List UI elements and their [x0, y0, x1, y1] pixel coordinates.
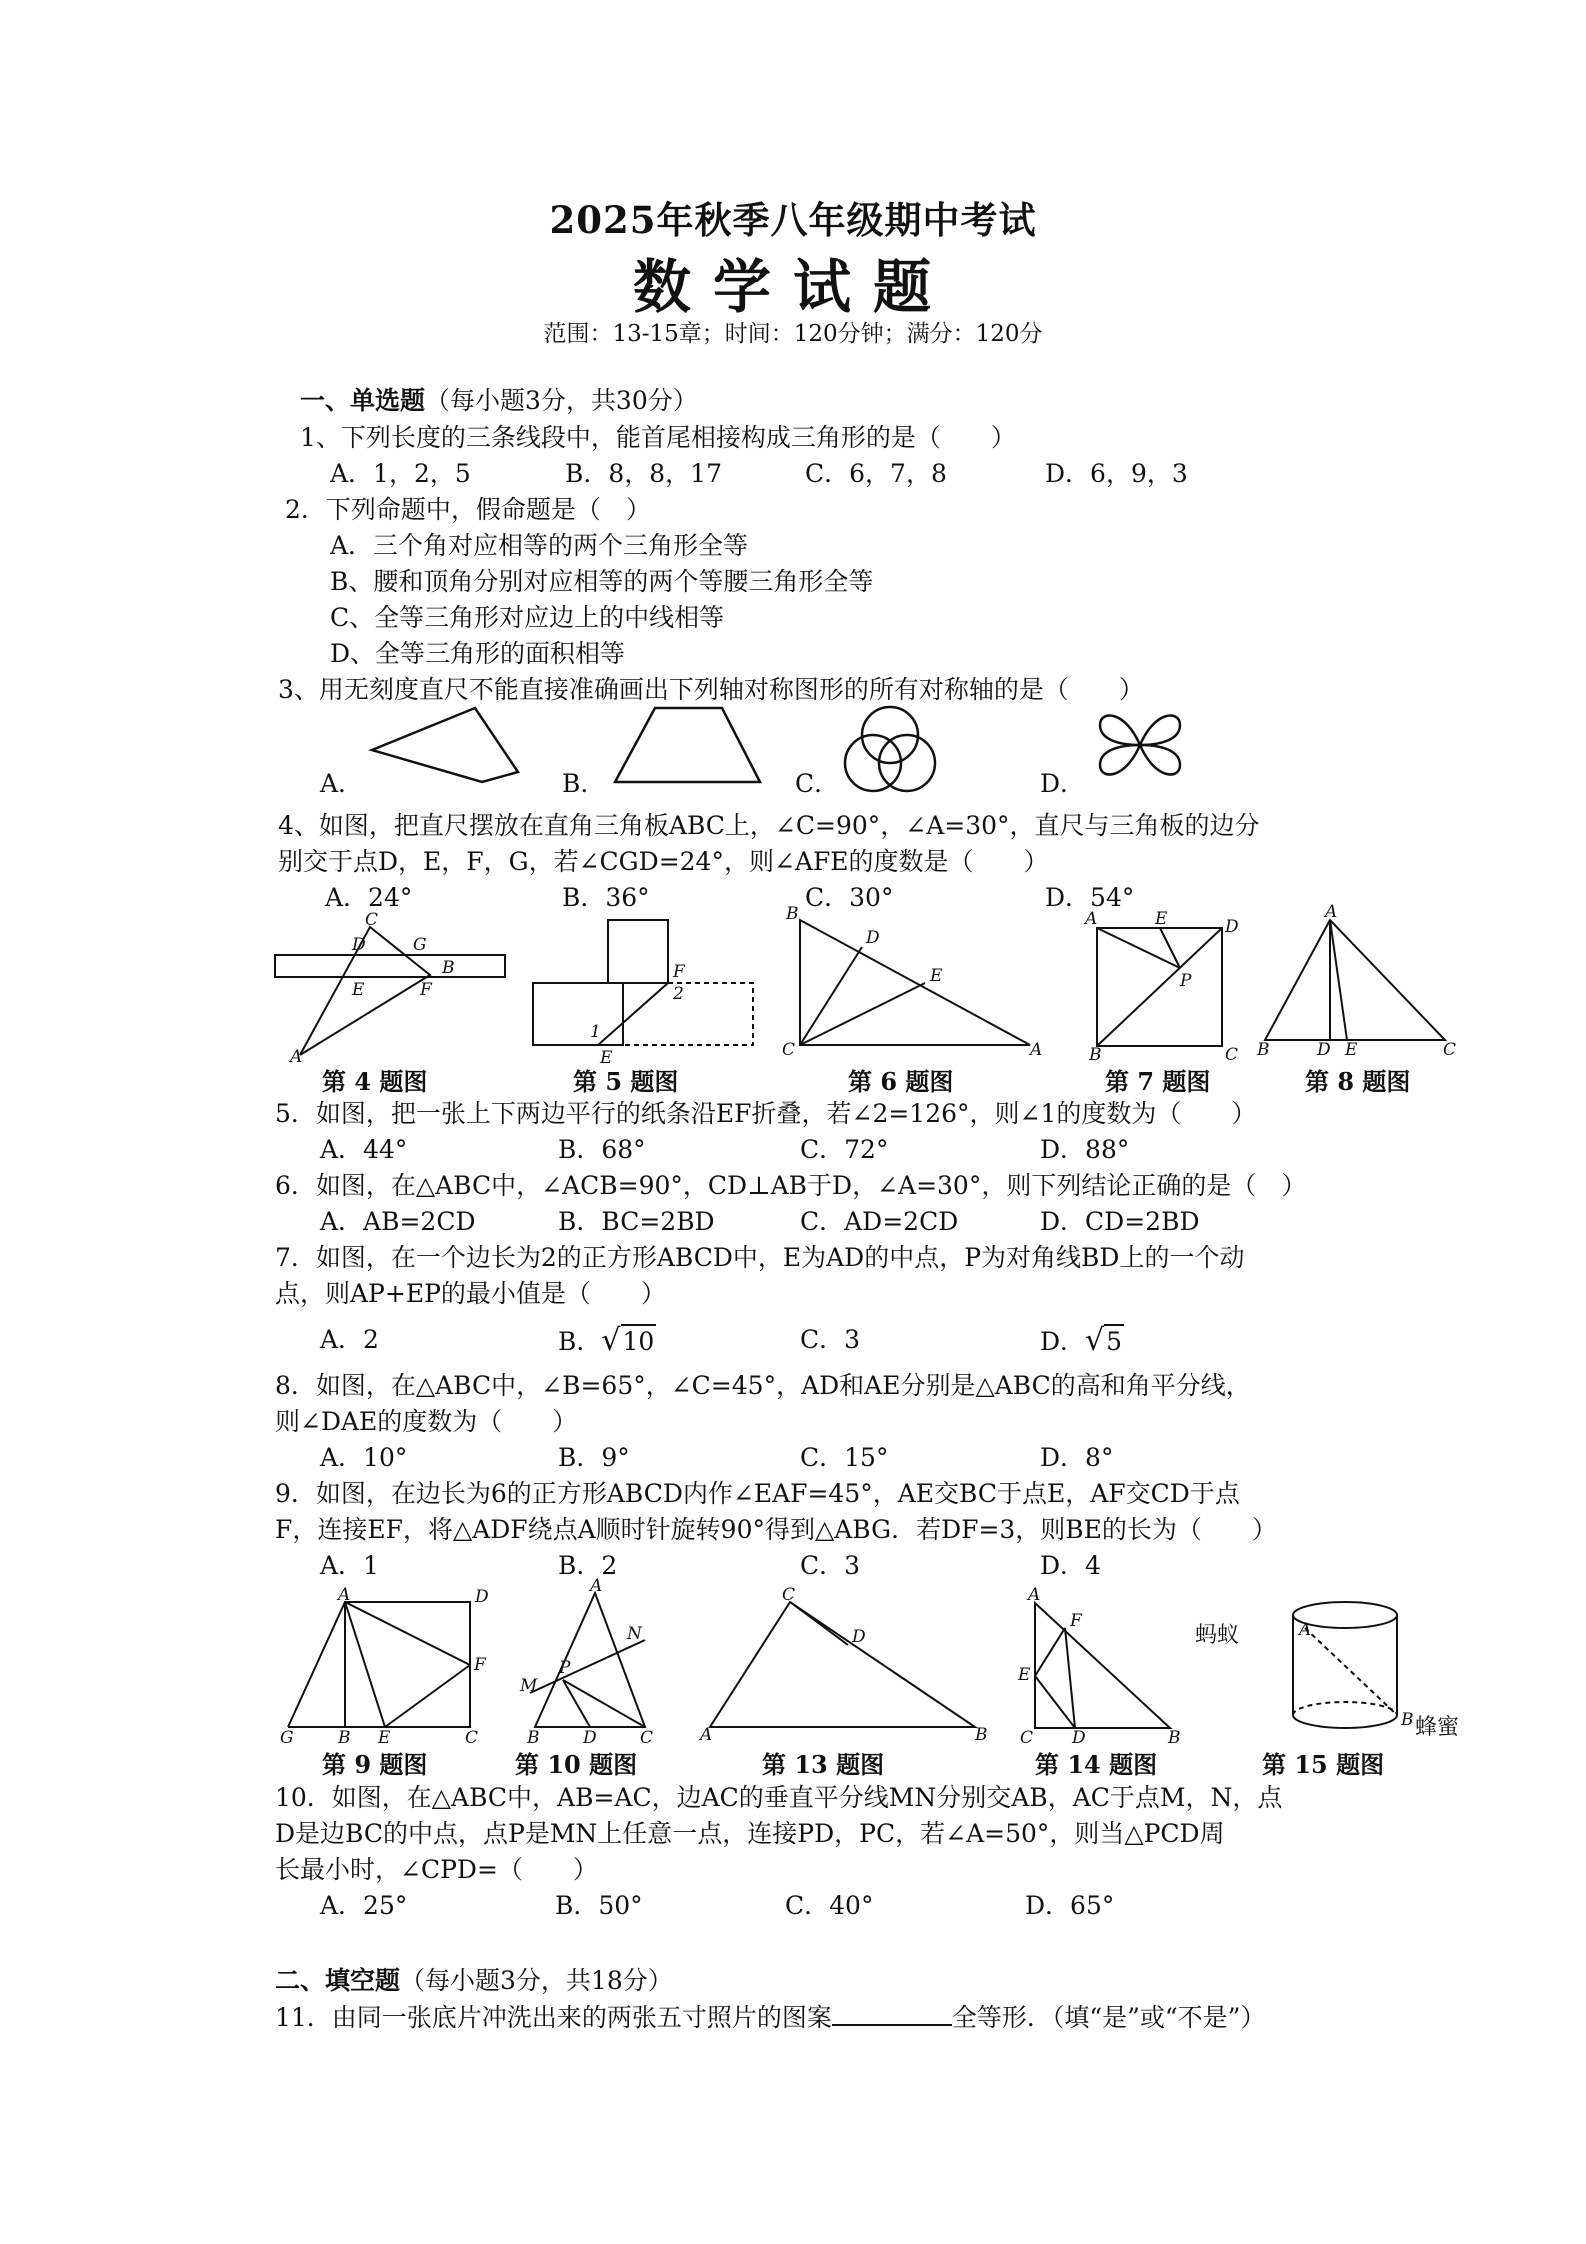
q8-stem-line2: 则∠DAE的度数为（ ）: [275, 1407, 578, 1436]
q3-option-d: D．: [1040, 769, 1086, 798]
q1-option-d: D．6，9，3: [1045, 459, 1188, 488]
svg-text:C: C: [1225, 1045, 1239, 1065]
q4-option-b: B．36°: [562, 883, 650, 912]
svg-text:A: A: [1028, 1585, 1041, 1605]
q5-option-d: D．88°: [1040, 1135, 1130, 1164]
caption-fig6: 第 6 题图: [848, 1067, 954, 1096]
svg-text:B: B: [1257, 1040, 1270, 1060]
q10-option-a: A．25°: [320, 1891, 408, 1920]
q9-option-d: D．4: [1040, 1551, 1101, 1580]
svg-text:C: C: [782, 1040, 796, 1060]
svg-text:F: F: [474, 1655, 486, 1675]
svg-text:D: D: [1225, 917, 1239, 937]
q1-option-a: A．1，2，5: [330, 459, 471, 488]
caption-fig13: 第 13 题图: [762, 1750, 885, 1779]
svg-text:D: D: [475, 1587, 489, 1607]
q4-option-d: D．54°: [1045, 883, 1135, 912]
svg-text:B: B: [1401, 1710, 1414, 1730]
figure-q7: [1085, 909, 1245, 1065]
q9-stem-line1: 9．如图，在边长为6的正方形ABCD内作∠EAF=45°，AE交BC于点E，AF交CD于点: [275, 1479, 1240, 1508]
svg-text:A: A: [290, 1047, 303, 1067]
q6-stem: 6．如图，在△ABC中，∠ACB=90°，CD⊥AB于D，∠A=30°，则下列结论正确的是（ ）: [275, 1171, 1307, 1200]
caption-fig9: 第 9 题图: [322, 1750, 428, 1779]
q7-option-c: C．3: [800, 1325, 861, 1354]
section2-title: 二、填空题: [275, 1966, 401, 1995]
svg-text:A: A: [1085, 909, 1098, 929]
svg-text:A: A: [700, 1725, 713, 1745]
svg-text:P: P: [559, 1658, 571, 1678]
svg-text:D: D: [866, 928, 880, 948]
q10-option-b: B．50°: [555, 1891, 643, 1920]
caption-fig4: 第 4 题图: [322, 1067, 428, 1096]
section1-note: （每小题3分，共30分）: [425, 386, 698, 415]
svg-text:B: B: [975, 1725, 988, 1745]
exam-scope: 范围：13-15章；时间：120分钟；满分：120分: [543, 321, 1043, 347]
q7-stem-line1: 7．如图，在一个边长为2的正方形ABCD中，E为AD的中点，P为对角线BD上的一个动: [275, 1243, 1245, 1272]
q6-option-a: A．AB=2CD: [320, 1207, 476, 1236]
svg-text:A: A: [338, 1585, 351, 1605]
q5-option-c: C．72°: [800, 1135, 889, 1164]
q3-option-b: B．: [562, 769, 606, 798]
svg-text:B: B: [527, 1728, 540, 1748]
q7-stem-line2: 点，则AP+EP的最小值是（ ）: [275, 1279, 666, 1308]
svg-text:P: P: [1180, 971, 1192, 991]
svg-text:B: B: [442, 958, 455, 978]
q4-option-a: A．24°: [325, 883, 413, 912]
q1-option-c: C．6，7，8: [805, 459, 947, 488]
figure-q5: [528, 915, 758, 1068]
svg-text:D: D: [1072, 1728, 1086, 1748]
q2-option-b: B、腰和顶角分别对应相等的两个等腰三角形全等: [330, 567, 874, 596]
q1-option-b: B．8，8，17: [565, 459, 722, 488]
q11-answer-blank[interactable]: [832, 2002, 952, 2026]
svg-text:B: B: [1089, 1045, 1102, 1065]
figure-q8: [1255, 902, 1457, 1060]
exam-subject-title: 数学试题: [632, 253, 953, 321]
caption-fig10: 第 10 题图: [515, 1750, 638, 1779]
q2-option-a: A．三个角对应相等的两个三角形全等: [330, 531, 749, 560]
section1-heading: [300, 385, 698, 417]
svg-text:E: E: [352, 980, 365, 1000]
q4-option-c: C．30°: [805, 883, 894, 912]
q10-option-d: D．65°: [1025, 1891, 1115, 1920]
q3-figure-b-trapezoid: [610, 700, 770, 790]
svg-text:F: F: [673, 962, 685, 982]
svg-text:1: 1: [590, 1022, 601, 1042]
q8-option-c: C．15°: [800, 1443, 889, 1472]
svg-text:A: A: [1030, 1040, 1043, 1060]
svg-text:2: 2: [673, 984, 684, 1004]
caption-fig8: 第 8 题图: [1305, 1067, 1411, 1096]
q3-figure-c-three-circles: [840, 700, 940, 795]
q3-stem: 3、用无刻度直尺不能直接准确画出下列轴对称图形的所有对称轴的是（ ）: [278, 675, 1144, 704]
figure-q14: [1010, 1585, 1181, 1748]
svg-text:M: M: [520, 1676, 538, 1696]
figure-q10: [515, 1576, 665, 1748]
q1-stem: 1、下列长度的三条线段中，能首尾相接构成三角形的是（ ）: [300, 423, 1016, 452]
q2-option-d: D、全等三角形的面积相等: [330, 639, 626, 668]
svg-text:C: C: [1443, 1040, 1457, 1060]
q9-stem-line2: F，连接EF，将△ADF绕点A顺时针旋转90°得到△ABG．若DF=3，则BE的长为（ ）: [275, 1515, 1277, 1544]
figure-q13: [700, 1585, 990, 1745]
q4-stem-line1: 4、如图，把直尺摆放在直角三角板ABC上，∠C=90°，∠A=30°，直尺与三角板的边分: [278, 811, 1260, 840]
svg-text:E: E: [1155, 909, 1168, 929]
q3-figure-d-four-petals: [1090, 700, 1190, 790]
q2-option-c: C、全等三角形对应边上的中线相等: [330, 603, 725, 632]
q4-stem-line2: 别交于点D，E，F，G，若∠CGD=24°，则∠AFE的度数是（ ）: [278, 847, 1049, 876]
svg-text:F: F: [420, 980, 432, 1000]
svg-text:E: E: [600, 1048, 613, 1068]
svg-text:C: C: [782, 1585, 796, 1605]
svg-text:D: D: [583, 1728, 597, 1748]
q10-stem-line3: 长最小时，∠CPD=（ ）: [275, 1855, 598, 1884]
q6-option-d: D．CD=2BD: [1040, 1207, 1200, 1236]
q8-option-a: A．10°: [320, 1443, 408, 1472]
svg-text:E: E: [930, 966, 943, 986]
figure-q6: [780, 904, 1043, 1060]
caption-fig5: 第 5 题图: [573, 1067, 679, 1096]
q10-stem-line2: D是边BC的中点，点P是MN上任意一点，连接PD，PC，若∠A=50°，则当△PCD周: [275, 1819, 1225, 1848]
svg-text:E: E: [1018, 1665, 1031, 1685]
q7-option-a: A．2: [320, 1325, 379, 1354]
q7-option-b: B．√10: [558, 1323, 655, 1358]
q11-stem: 11．由同一张底片冲洗出来的两张五寸照片的图案 全等形．（填“是”或“不是”）: [275, 2003, 1266, 2032]
q2-stem: 2．下列命题中，假命题是（ ）: [285, 495, 651, 524]
q6-option-b: B．BC=2BD: [558, 1207, 715, 1236]
section1-title: 一、单选题: [300, 386, 426, 415]
svg-text:N: N: [627, 1624, 642, 1644]
caption-fig7: 第 7 题图: [1105, 1067, 1211, 1096]
q3-option-a: A．: [320, 769, 364, 798]
q7-option-d: D．√5: [1040, 1323, 1123, 1358]
exam-title: 2025年秋季八年级期中考试: [549, 198, 1037, 242]
q7-option-d-radicand: 5: [1104, 1324, 1124, 1358]
q5-stem: 5．如图，把一张上下两边平行的纸条沿EF折叠，若∠2=126°，则∠1的度数为（ ）: [275, 1099, 1257, 1128]
svg-text:C: C: [465, 1728, 479, 1748]
svg-text:A: A: [590, 1576, 603, 1596]
q8-option-d: D．8°: [1040, 1443, 1114, 1472]
svg-text:E: E: [378, 1728, 391, 1748]
svg-text:B: B: [1168, 1728, 1181, 1748]
svg-text:D: D: [852, 1627, 866, 1647]
section2-note: （每小题3分，共18分）: [400, 1966, 673, 1995]
q9-option-b: B．2: [558, 1551, 618, 1580]
fig15-honey-label: 蜂蜜: [1415, 1715, 1460, 1740]
svg-text:G: G: [280, 1728, 294, 1748]
svg-text:E: E: [1345, 1040, 1358, 1060]
figure-q4: [270, 910, 510, 1067]
svg-text:C: C: [365, 910, 379, 930]
q8-stem-line1: 8．如图，在△ABC中，∠B=65°，∠C=45°，AD和AE分别是△ABC的高和角平分线，: [275, 1371, 1251, 1400]
svg-text:C: C: [1020, 1728, 1034, 1748]
section2-heading: [275, 1965, 673, 1997]
q8-option-b: B．9°: [558, 1443, 630, 1472]
q10-option-c: C．40°: [785, 1891, 874, 1920]
svg-text:D: D: [1317, 1040, 1331, 1060]
q9-option-c: C．3: [800, 1551, 861, 1580]
caption-fig15: 第 15 题图: [1262, 1750, 1385, 1779]
svg-text:F: F: [1070, 1611, 1082, 1631]
svg-text:B: B: [786, 904, 799, 924]
q7-option-b-radicand: 10: [621, 1324, 657, 1358]
q9-option-a: A．1: [320, 1551, 379, 1580]
svg-text:D: D: [352, 935, 366, 955]
q10-stem-line1: 10．如图，在△ABC中，AB=AC，边AC的垂直平分线MN分别交AB，AC于点M，N，点: [275, 1783, 1283, 1812]
svg-text:A: A: [1299, 1620, 1312, 1640]
svg-text:G: G: [413, 935, 427, 955]
q3-option-c: C．: [795, 769, 840, 798]
svg-text:A: A: [1325, 902, 1338, 922]
svg-text:C: C: [640, 1728, 654, 1748]
q5-option-b: B．68°: [558, 1135, 646, 1164]
svg-text:B: B: [338, 1728, 351, 1748]
caption-fig14: 第 14 题图: [1035, 1750, 1158, 1779]
figure-q9: [280, 1585, 489, 1748]
q5-option-a: A．44°: [320, 1135, 408, 1164]
fig15-ant-label: 蚂蚁: [1195, 1623, 1240, 1648]
q3-figure-a-quadrilateral: [370, 700, 520, 790]
q6-option-c: C．AD=2CD: [800, 1207, 959, 1236]
